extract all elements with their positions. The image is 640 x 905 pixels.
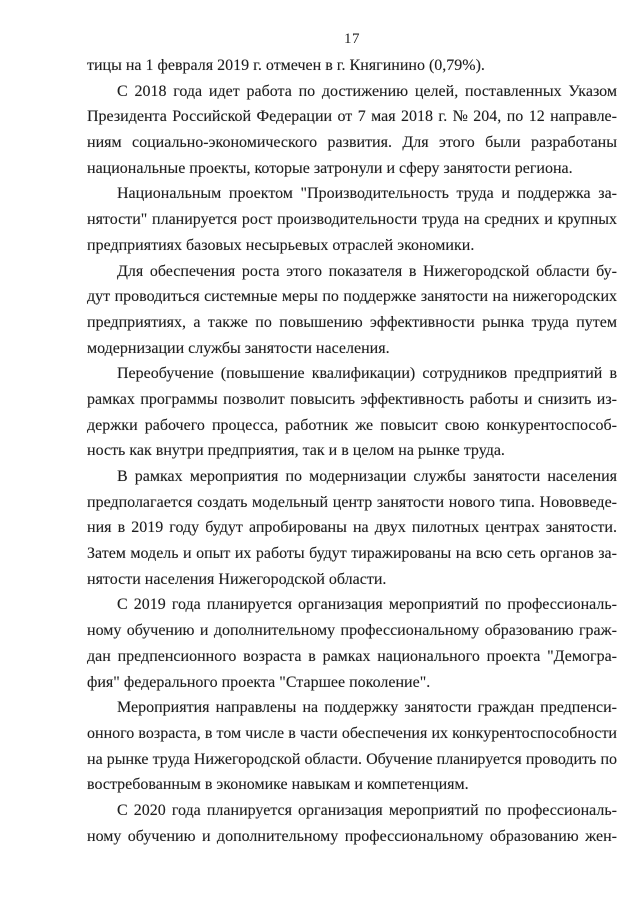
text-line-content: национальные проекты, которые затронули и сферу занятости региона. — [87, 159, 573, 177]
text-line — [87, 207, 617, 233]
text-line — [87, 515, 617, 541]
text-line — [87, 592, 617, 618]
text-line — [87, 53, 617, 79]
text-line-content: С 2019 года планируется организация мероприятий по профессиональ- — [117, 596, 617, 614]
text-line-content: предприятиях, а также по повышению эффективности рынка труда путем — [87, 313, 617, 331]
text-line-content: востребованным в экономике навыкам и компетенциям. — [87, 776, 469, 794]
text-line-content: С 2020 года планируется организация мероприятий по профессиональ- — [117, 801, 617, 819]
text-line-content: дан предпенсионного возраста в рамках национального проекта "Демогра- — [87, 647, 617, 665]
text-line — [87, 438, 617, 464]
text-line — [87, 670, 617, 696]
text-line-content: рамках программы позволит повысить эффективность работы и снизить из- — [87, 390, 617, 408]
text-line — [87, 233, 617, 259]
text-line-content: В рамках мероприятия по модернизации службы занятости населения — [117, 468, 617, 485]
text-line-content: модернизации службы занятости населения. — [87, 339, 390, 357]
text-line-content: Для обеспечения роста этого показателя в Нижегородской области бу- — [117, 262, 617, 280]
text-line — [87, 798, 617, 824]
text-line — [87, 772, 617, 798]
text-line — [87, 490, 617, 516]
text-line-content: на рынке труда Нижегородской области. Обучение планируется проводить по — [87, 750, 617, 768]
text-line-content: С 2018 года идет работа по достижению целей, поставленных Указом — [117, 82, 617, 100]
text-line — [87, 79, 617, 105]
text-line-content: предполагается создать модельный центр занятости нового типа. Нововведе- — [87, 493, 617, 511]
text-line-content: Национальным проектом "Производительность труда и поддержка за- — [117, 185, 617, 203]
text-line — [87, 104, 617, 130]
text-line — [87, 361, 617, 387]
text-line — [87, 130, 617, 156]
text-line — [87, 464, 617, 490]
text-line — [87, 259, 617, 285]
text-line — [87, 181, 617, 207]
text-line-content: ниям социально-экономического развития. Для этого были разработаны — [87, 134, 617, 152]
text-line-content: Затем модель и опыт их работы будут тиражированы на всю сеть органов за- — [87, 545, 617, 563]
text-line — [87, 824, 617, 850]
text-line — [87, 284, 617, 310]
text-line-content: фия" федерального проекта "Старшее поколение". — [87, 673, 431, 691]
text-line-content: нятости населения Нижегородской области. — [87, 570, 387, 588]
text-line-content: тицы на 1 февраля 2019 г. отмечен в г. Княгинино (0,79%). — [87, 57, 485, 74]
text-line-content: Переобучение (повышение квалификации) сотрудников предприятий в — [117, 365, 617, 383]
text-line-content: дут проводиться системные меры по поддержке занятости на нижегородских — [87, 288, 617, 306]
text-line — [87, 387, 617, 413]
text-line-content: онного возраста, в том числе в части обеспечения их конкурентоспособности — [87, 724, 617, 742]
text-line — [87, 413, 617, 439]
text-line-content: Президента Российской Федерации от 7 мая 2018 г. № 204, по 12 направле- — [87, 108, 617, 126]
text-line-content: Мероприятия направлены на поддержку занятости граждан предпенси- — [117, 699, 617, 717]
text-line — [87, 336, 617, 362]
text-line — [87, 310, 617, 336]
page-number: 17 — [344, 31, 360, 47]
text-line-content: предприятиях базовых несырьевых отраслей экономики. — [87, 236, 475, 254]
text-line-content: ность как внутри предприятия, так и в целом на рынке труда. — [87, 442, 505, 460]
text-line-content: держки рабочего процесса, работник же повысит свою конкурентоспособ- — [87, 416, 617, 434]
text-line — [87, 747, 617, 773]
text-line — [87, 541, 617, 567]
text-line — [87, 721, 617, 747]
text-line-content: ния в 2019 году будут апробированы на двух пилотных центрах занятости. — [87, 519, 617, 537]
text-line — [87, 695, 617, 721]
page-body — [87, 53, 617, 849]
text-line — [87, 644, 617, 670]
text-line-content: нятости" планируется рост производительности труда на средних и крупных — [87, 211, 617, 229]
text-line-content: ному обучению и дополнительному профессиональному образованию граж- — [87, 622, 617, 640]
text-line-content: ному обучению и дополнительному профессиональному образованию жен- — [87, 827, 617, 845]
text-line — [87, 156, 617, 182]
text-line — [87, 567, 617, 593]
text-line — [87, 618, 617, 644]
